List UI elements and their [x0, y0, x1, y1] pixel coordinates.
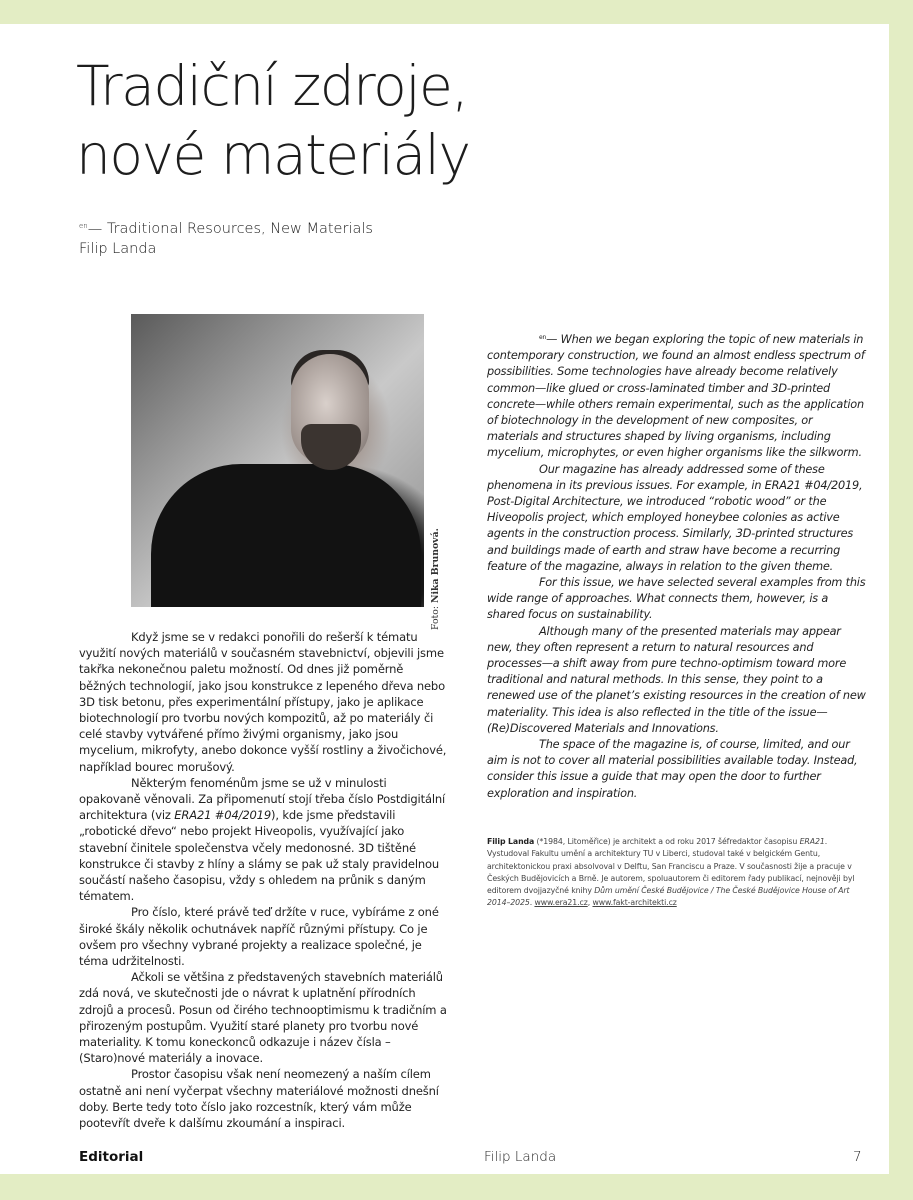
- title-line-2: nové materiály: [76, 123, 470, 187]
- photo-figure-body: [151, 464, 421, 607]
- page-title: [76, 52, 696, 190]
- title-line-1: Tradiční zdroje,: [76, 54, 468, 118]
- link-fakt-architekti[interactable]: www.fakt-architekti.cz: [592, 898, 677, 908]
- author-portrait-photo: [131, 314, 424, 607]
- english-paragraph-4: Although many of the presented materials may appear new, they often represent a return to natural resources and processes—a shift away from pure techno-optimism toward more traditional and natural methods. In this sense, they point to a renewed use of the planet’s existing resources in the creation of new materiality. This idea is also reflected in the title of the issue—(Re)Discovered Materials and Innovations.: [487, 624, 866, 735]
- czech-paragraph-3: Pro číslo, které právě teď držíte v ruce, vybíráme z oné široké škály několik ochutnávek napříč různými přístupy. Co je ovšem pro všechny vybrané projekty a realizace společné, je téma udržitelnosti.: [79, 905, 439, 969]
- photo-credit: Foto: Nika Brunová.: [430, 528, 441, 630]
- english-paragraph-2: Our magazine has already addressed some of these phenomena in its previous issues. For example, in ERA21 #04/2019, Post-Digital Architecture, we introduced “robotic wood” or the Hiveopolis project, which employed honeybee colonies as active agents in the construction process. Similarly, 3D-printed structures and buildings made of earth and straw have become a recurring feature of the magazine, always in relation to the given theme.: [487, 462, 863, 573]
- czech-paragraph-5: Prostor časopisu však není neomezený a naším cílem ostatně ani není vyčerpat všechny materiálové možnosti dnešní doby. Berte tedy toto číslo jako rozcestník, který vám může pootevřít dveře k dalšímu zkoumání a inspiraci.: [79, 1067, 439, 1131]
- author-name: Filip Landa: [79, 241, 157, 257]
- english-title: $^{en}$— Traditional Resources, New Materials: [79, 221, 373, 237]
- footer-section-label: Editorial: [79, 1149, 144, 1165]
- english-text-column: [487, 330, 867, 802]
- czech-paragraph-1: Když jsme se v redakci ponořili do rešerší k tématu využití nových materiálů v současném stavebnictví, objevili jsme takřka nekonečnou paletu možností. Od dnes již poměrně běžných technologií, jako jsou konstrukce z lepeného dřeva nebo 3D tisk betonu, přes experimentální přístupy, jako je aplikace biotechnologií pro tvorbu nových kompozitů, až po materiály či celé stavby vytvářené přímo živými organismy, jako jsou mycelium, mikrofyty, anebo dokonce vyšší rostliny a živočichové, například bourec morušový.: [79, 630, 447, 774]
- bio-name: Filip Landa: [487, 837, 535, 846]
- link-era21[interactable]: www.era21.cz: [534, 898, 588, 908]
- czech-text-column: [79, 629, 451, 1131]
- page-number: 7: [853, 1149, 862, 1165]
- lang-tag: en: [79, 222, 88, 230]
- page: [0, 24, 889, 1174]
- subtitle-block: [79, 216, 373, 259]
- english-paragraph-3: For this issue, we have selected several examples from this wide range of approaches. What connects them, however, is a shared focus on sustainability.: [487, 576, 866, 622]
- czech-paragraph-2: Některým fenoménům jsme se už v minulosti opakovaně věnovali. Za připomenutí stojí třeba číslo Postdigitální architektura (viz ERA21 #04/2019), kde jsme představili „robotické dřevo“ nebo projekt Hiveopolis, využívající jako stavební činitele společenstva včely medonosné. 3D tištěné konstrukce či stavby z hlíny a slámy se pak už staly pravidelnou součástí našeho časopisu, vždy s ohledem na průnik s daným tématem.: [79, 775, 446, 904]
- footer-author: Filip Landa: [484, 1149, 557, 1165]
- english-paragraph-1: $^{en}$— When we began exploring the topic of new materials in contemporary construction, we found an almost endless spectrum of possibilities. Some technologies have already become relatively common—like glued or cross-laminated timber and 3D-printed concrete—while others remain experimental, such as the application of biotechnology in the development of new composites, or materials and structures shaped by living organisms, including mycelium, microphytes, or even higher organisms like the silkworm.: [487, 333, 865, 460]
- czech-paragraph-4: Ačkoli se většina z představených stavebních materiálů zdá nová, ve skutečnosti jde o návrat k uplatnění přírodních zdrojů a procesů. Posun od čirého technooptimismu k tradičním a přirozeným postupům. Využití staré planety pro tvorbu nové materiality. K tomu koneckonců odkazuje i název čísla – (Staro)nové materiály a inovace.: [79, 970, 447, 1066]
- english-paragraph-5: The space of the magazine is, of course, limited, and our aim is not to cover all material possibilities available today. Instead, consider this issue a guide that may open the door to further exploration and inspiration.: [487, 738, 858, 800]
- author-bio: Filip Landa (*1984, Litoměřice) je architekt a od roku 2017 šéfredaktor časopisu ERA21. Vystudoval Fakultu umění a architektury TU v Liberci, studoval také v belgickém Gentu, architektonickou praxi absolvoval v Delftu, San Franciscu a Praze. V současnosti žije a pracuje v Českých Budějovicích a Brně. Je autorem, spoluautorem či editorem řady publikací, nejnověji byl editorem dvojjazyčné knihy Dům umění České Budějovice / The České Budějovice House of Art 2014–2025. www.era21.cz, www.fakt-architekti.cz: [487, 837, 855, 908]
